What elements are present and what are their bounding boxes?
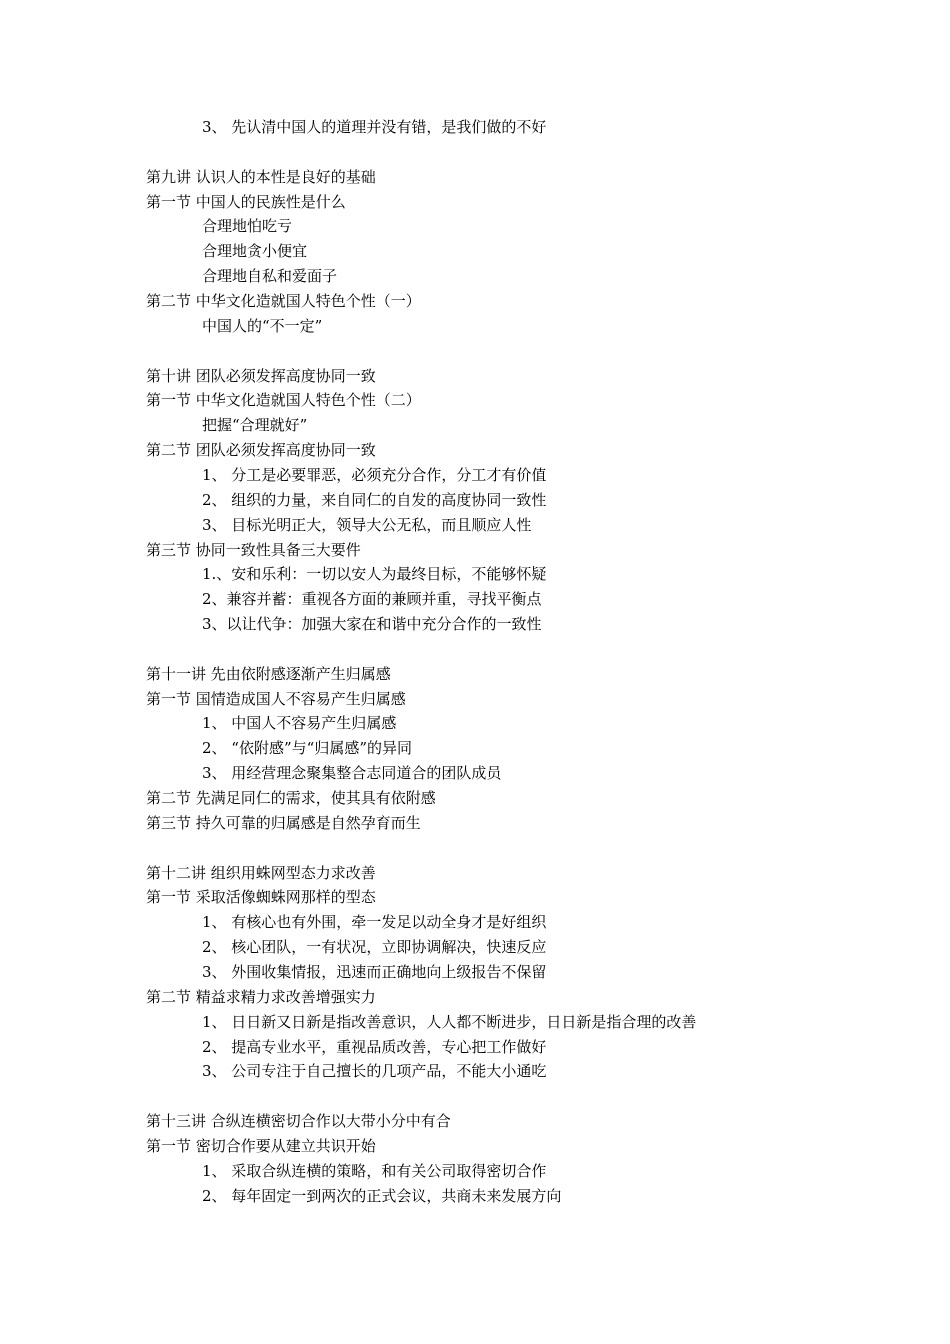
outline-subitem: 合理地自私和爱面子 <box>202 267 338 286</box>
outline-heading: 第一节 密切合作要从建立共识开始 <box>146 1136 376 1155</box>
outline-subitem: 2、 提高专业水平，重视品质改善，专心把工作做好 <box>202 1037 547 1056</box>
outline-subitem: 2、兼容并蓄：重视各方面的兼顾并重，寻找平衡点 <box>202 590 542 609</box>
outline-subitem: 3、 外围收集情报，迅速而正确地向上级报告不保留 <box>202 962 547 981</box>
outline-heading: 第一节 中国人的民族性是什么 <box>146 192 346 211</box>
outline-heading: 第二节 精益求精力求改善增强实力 <box>146 987 376 1006</box>
outline-subitem: 3、以让代争：加强大家在和谐中充分合作的一致性 <box>202 615 542 633</box>
outline-heading: 第一节 采取活像蜘蛛网那样的型态 <box>146 888 376 907</box>
outline-subitem: 3、 先认清中国人的道理并没有错，是我们做的不好 <box>202 118 547 136</box>
outline-subitem: 3、 用经营理念聚集整合志同道合的团队成员 <box>202 764 502 783</box>
outline-subitem: 1.、安和乐利：一切以安人为最终目标，不能够怀疑 <box>202 565 547 584</box>
outline-heading: 第二节 团队必须发挥高度协同一致 <box>146 441 376 460</box>
outline-subitem: 合理地贪小便宜 <box>202 242 308 261</box>
outline-subitem: 3、 公司专注于自己擅长的几项产品，不能大小通吃 <box>202 1062 547 1081</box>
outline-heading: 第九讲 认识人的本性是良好的基础 <box>146 167 376 186</box>
outline-subitem: 合理地怕吃亏 <box>202 217 293 236</box>
outline-subitem: 2、 核心团队，一有状况，立即协调解决，快速反应 <box>202 938 547 957</box>
outline-subitem: 2、 “依附感”与“归属感”的异同 <box>202 739 412 758</box>
outline-subitem: 1、 日日新又日新是指改善意识，人人都不断进步，日日新是指合理的改善 <box>202 1012 697 1031</box>
outline-subitem: 1、 采取合纵连横的策略，和有关公司取得密切合作 <box>202 1161 547 1180</box>
outline-subitem: 中国人的“不一定” <box>202 316 323 335</box>
outline-subitem: 1、 分工是必要罪恶，必须充分合作，分工才有价值 <box>202 465 547 484</box>
outline-subitem: 把握“合理就好” <box>202 416 308 435</box>
outline-subitem: 1、 中国人不容易产生归属感 <box>202 714 397 733</box>
outline-heading: 第十讲 团队必须发挥高度协同一致 <box>146 366 376 385</box>
outline-heading: 第二节 先满足同仁的需求，使其具有依附感 <box>146 789 436 807</box>
outline-subitem: 3、 目标光明正大，领导大公无私，而且顺应人性 <box>202 515 532 534</box>
outline-heading: 第十三讲 合纵连横密切合作以大带小分中有合 <box>146 1112 451 1130</box>
outline-heading: 第三节 持久可靠的归属感是自然孕育而生 <box>146 813 421 832</box>
outline-heading: 第一节 中华文化造就国人特色个性（二） <box>146 391 421 410</box>
outline-subitem: 2、 每年固定一到两次的正式会议，共商未来发展方向 <box>202 1186 562 1205</box>
outline-heading: 第十一讲 先由依附感逐渐产生归属感 <box>146 664 391 683</box>
outline-heading: 第十二讲 组织用蛛网型态力求改善 <box>146 863 376 882</box>
outline-heading: 第三节 协同一致性具备三大要件 <box>146 540 361 559</box>
outline-heading: 第二节 中华文化造就国人特色个性（一） <box>146 292 421 310</box>
outline-heading: 第一节 国情造成国人不容易产生归属感 <box>146 689 406 708</box>
outline-subitem: 2、 组织的力量，来自同仁的自发的高度协同一致性 <box>202 490 547 509</box>
outline-subitem: 1、 有核心也有外围，牵一发足以动全身才是好组织 <box>202 913 547 932</box>
